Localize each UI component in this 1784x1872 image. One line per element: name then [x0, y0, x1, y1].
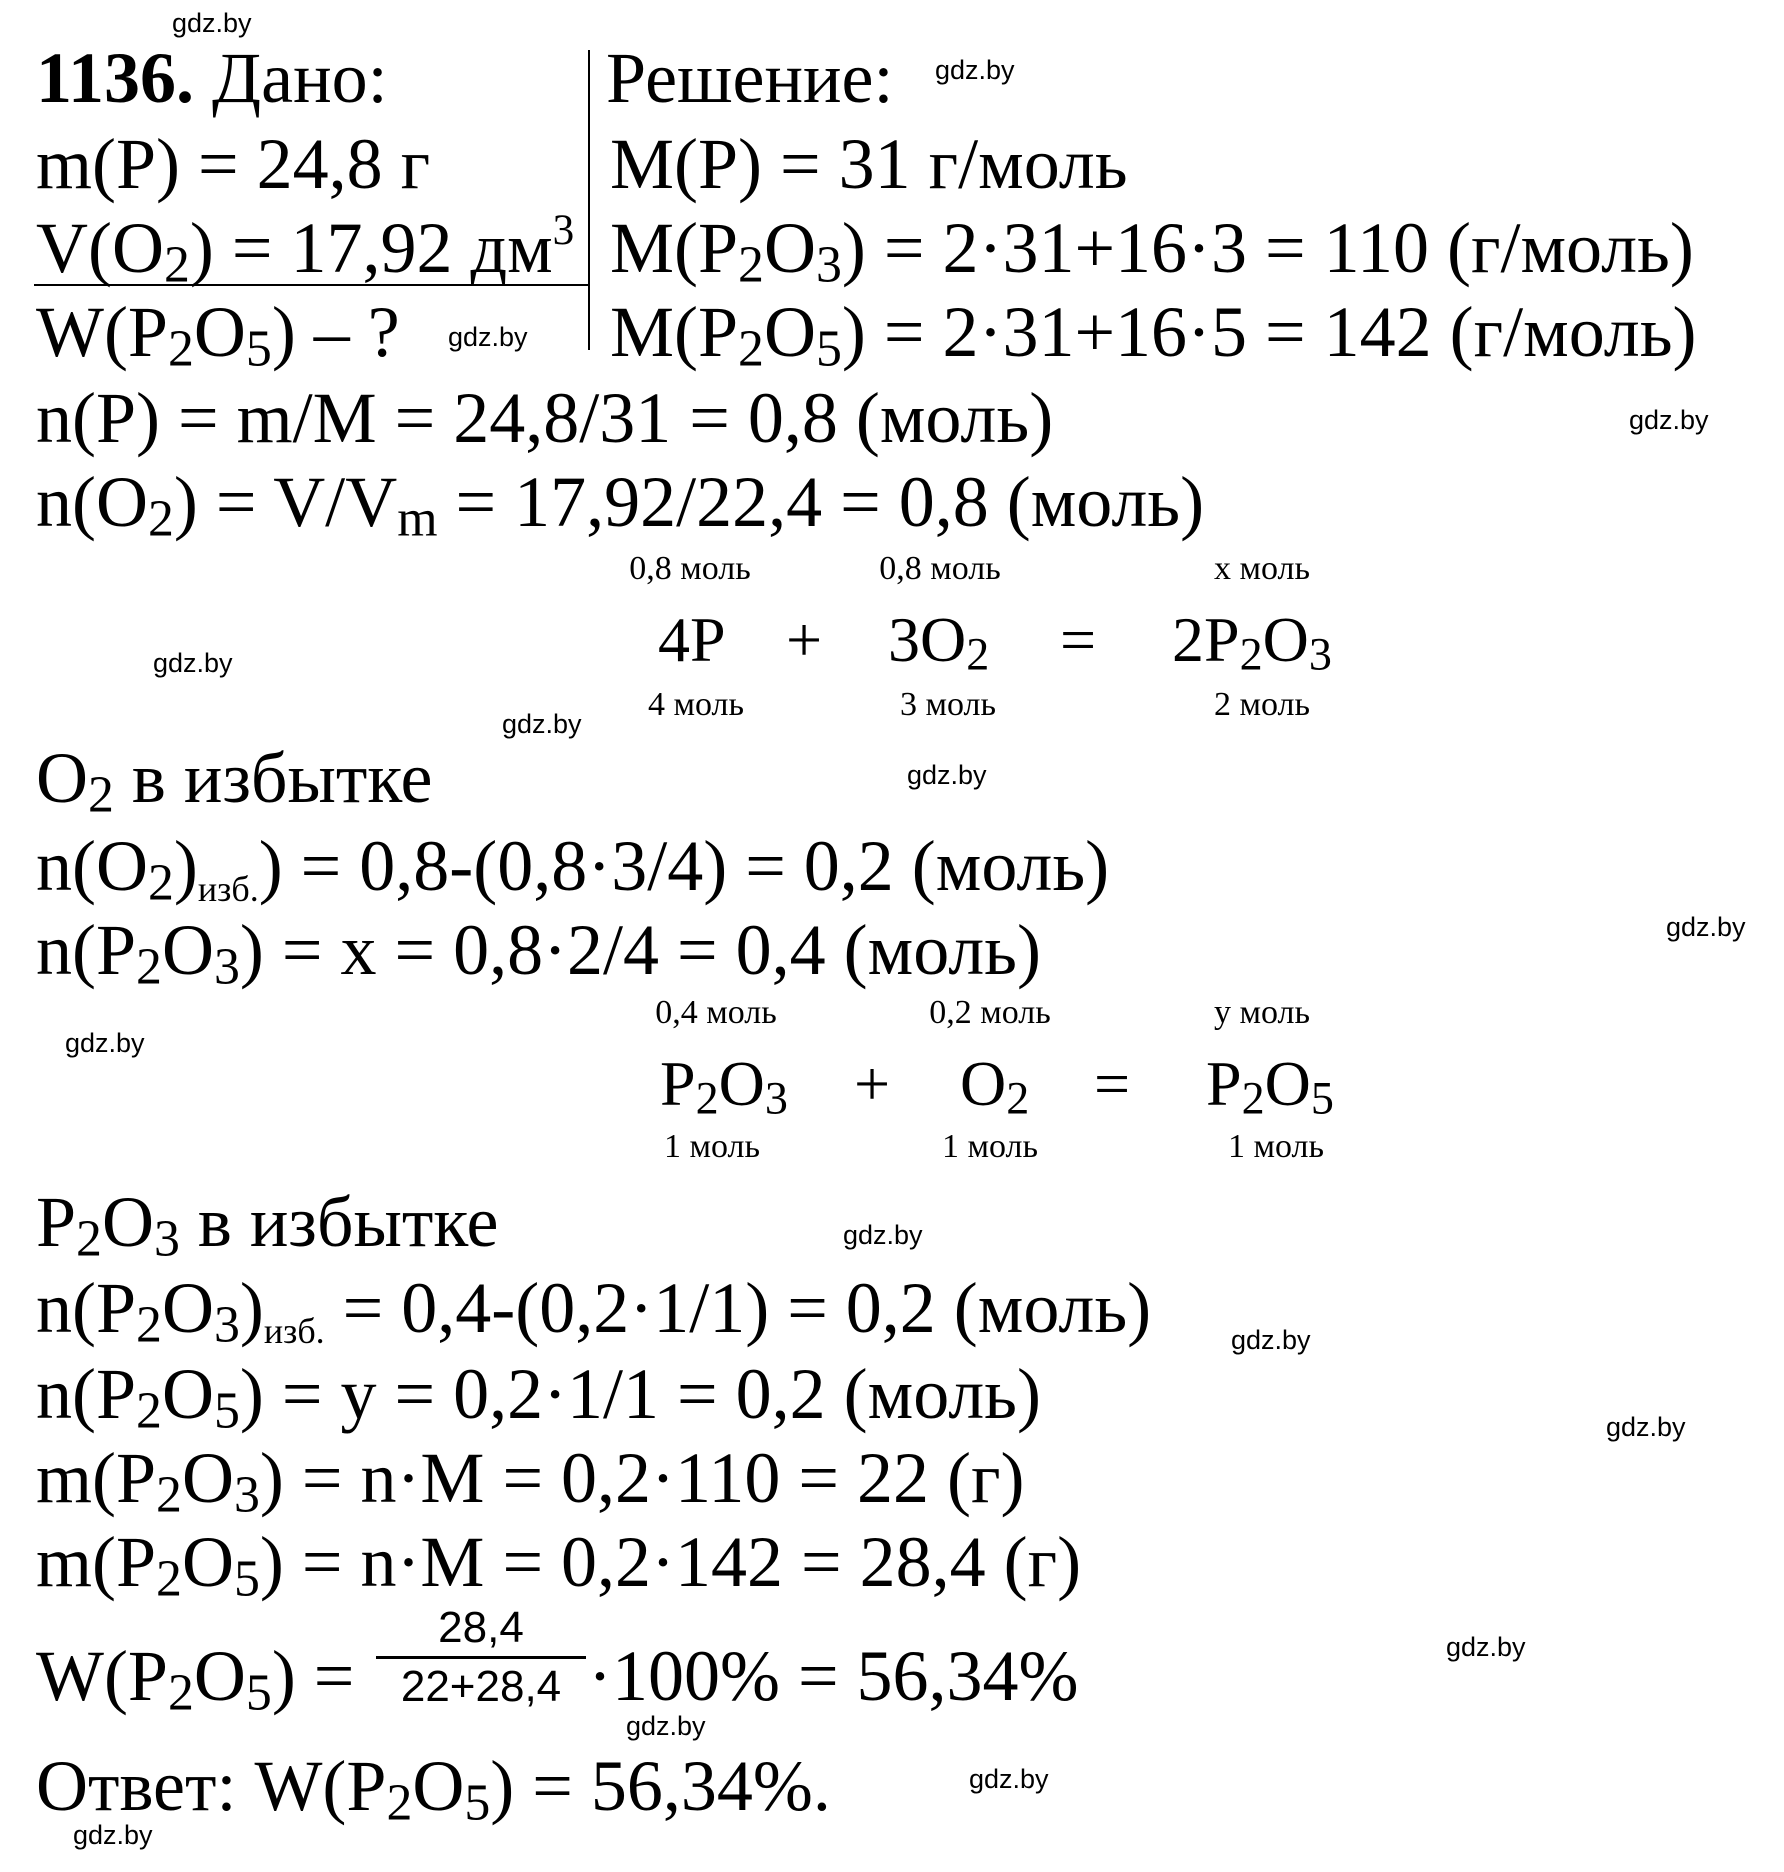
- reaction2-above-label: y моль: [1213, 994, 1311, 1031]
- moles-p2o5: $n(P_2O_5) = y = 0,2\cdot 1/1 = 0,2$ (моль): [36, 1354, 1041, 1440]
- watermark: gdz.by: [935, 55, 1015, 85]
- reaction2-reactant-o2: $O_2$: [960, 1048, 1030, 1124]
- reaction1-below-label: 3 моль: [899, 686, 997, 723]
- given-mass: m(P) = 24,8 г: [36, 124, 431, 204]
- fraction-bar: [376, 1656, 586, 1659]
- watermark: gdz.by: [153, 648, 233, 678]
- reaction1-below-label: 2 моль: [1213, 686, 1311, 723]
- watermark: gdz.by: [502, 709, 582, 739]
- watermark: gdz.by: [73, 1820, 153, 1850]
- answer-line: Ответ: $W(P_2O_5) = 56,34\%$.: [36, 1746, 831, 1832]
- watermark: gdz.by: [172, 8, 252, 38]
- p2o3-excess-heading: $P_2O_3$ в избытке: [36, 1182, 499, 1268]
- watermark: gdz.by: [65, 1028, 145, 1058]
- given-volume: $V(O_2) = 17,92$ $дм^3$: [36, 206, 575, 294]
- moles-p2o3-excess: $n(P_2O_3)изб$. = 0,4-(0,2·1/1) = 0,2 (моль): [36, 1268, 1152, 1354]
- reaction1-below-label: 4 моль: [647, 686, 745, 723]
- watermark: gdz.by: [448, 322, 528, 352]
- watermark: gdz.by: [907, 760, 987, 790]
- molar-mass-p: M(P) = 31 г/моль: [610, 124, 1128, 204]
- reaction2-equals: =: [1094, 1048, 1131, 1119]
- reaction1-equals: =: [1060, 604, 1097, 675]
- mass-fraction-fraction: [376, 1603, 586, 1711]
- moles-o2-excess: $n(O_2)изб.) = 0,8-(0,8\cdot 3/4) = 0,2$ (моль): [36, 826, 1110, 912]
- reaction1-reactant-o2: $3O_2$: [888, 604, 990, 680]
- mass-fraction-prefix: $W(P_2O_5)$ =: [36, 1636, 355, 1722]
- o2-excess-heading: $O_2$ в избытке: [36, 738, 433, 824]
- given-divider-vertical: [588, 50, 590, 350]
- mass-p2o3: $m(P_2O_3) = n\cdot M = 0,2\cdot 110 = 22$ (г): [36, 1438, 1025, 1524]
- molar-mass-p2o5: $M(P_2O_5) = 2\cdot 31+16\cdot 5 = 142$ (г/моль): [610, 292, 1697, 378]
- find-mass-fraction: $W(P_2O_5)$ – ?: [36, 292, 400, 378]
- watermark: gdz.by: [1231, 1325, 1311, 1355]
- watermark: gdz.by: [843, 1220, 923, 1250]
- fraction-denominator: 22+28,4: [400, 1662, 562, 1711]
- reaction2-below-label: 1 моль: [941, 1128, 1039, 1165]
- problem-number: 1136.: [36, 38, 195, 118]
- reaction1-product-p2o3: $2P_2O_3$: [1172, 604, 1332, 680]
- molar-mass-p2o3: $M(P_2O_3) = 2\cdot 31+16\cdot 3 = 110$ (г/моль): [610, 208, 1694, 294]
- reaction2-below-label: 1 моль: [663, 1128, 761, 1165]
- watermark: gdz.by: [1629, 405, 1709, 435]
- fraction-numerator: 28,4: [438, 1603, 524, 1652]
- mass-fraction-result: ·100% = 56,34%: [588, 1636, 1079, 1716]
- watermark: gdz.by: [969, 1764, 1049, 1794]
- reaction1-reactant-p: 4P: [658, 604, 726, 675]
- reaction2-reactant-p2o3: $P_2O_3$: [660, 1048, 788, 1124]
- watermark: gdz.by: [626, 1711, 706, 1741]
- reaction1-above-label: x моль: [1213, 550, 1311, 587]
- reaction2-above-label: 0,4 моль: [655, 994, 777, 1031]
- given-label: Дано:: [212, 38, 388, 118]
- mass-p2o5: $m(P_2O_5) = n\cdot M = 0,2\cdot 142 = 28,4$ (г): [36, 1522, 1082, 1608]
- reaction1-above-label: 0,8 моль: [629, 550, 751, 587]
- watermark: gdz.by: [1446, 1632, 1526, 1662]
- reaction1-above-label: 0,8 моль: [879, 550, 1001, 587]
- reaction2-below-label: 1 моль: [1227, 1128, 1325, 1165]
- solution-label: Решение:: [606, 38, 894, 118]
- moles-p2o3: $n(P_2O_3) = x = 0,8\cdot 2/4 = 0,4$ (моль): [36, 910, 1041, 996]
- reaction2-above-label: 0,2 моль: [929, 994, 1051, 1031]
- moles-p: n(P) = m/M = 24,8/31 = 0,8 (моль): [36, 378, 1054, 458]
- reaction2-product-p2o5: $P_2O_5$: [1206, 1048, 1334, 1124]
- reaction2-plus: +: [854, 1048, 891, 1119]
- watermark: gdz.by: [1666, 912, 1746, 942]
- reaction1-plus: +: [786, 604, 823, 675]
- moles-o2: $n(O_2) = V/V_m = 17,92/22,4 = 0,8$ (моль): [36, 462, 1205, 548]
- watermark: gdz.by: [1606, 1412, 1686, 1442]
- problem-header: [36, 38, 388, 118]
